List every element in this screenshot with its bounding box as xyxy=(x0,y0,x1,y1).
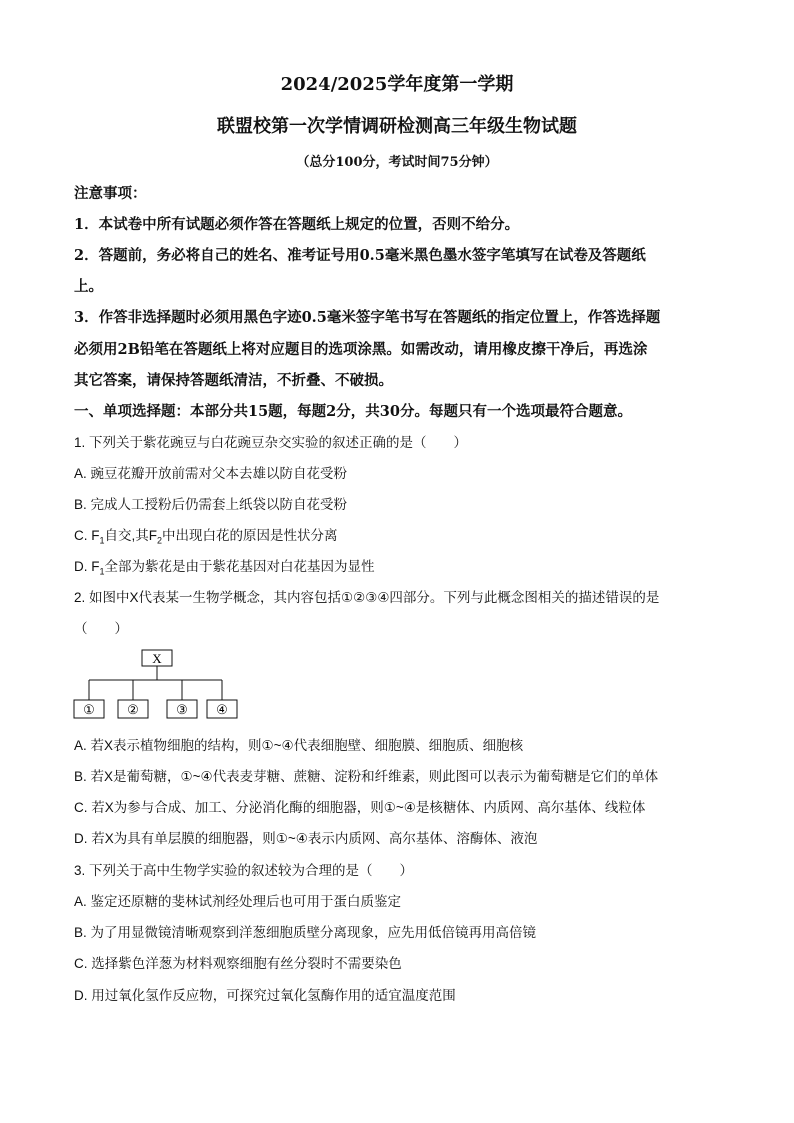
subscript-2: 2 xyxy=(157,535,163,546)
child-label-1: ① xyxy=(83,702,95,717)
child-label-2: ② xyxy=(127,702,139,717)
question-1-option-d xyxy=(74,555,734,577)
concept-diagram-svg xyxy=(72,648,242,722)
exam-subtitle: （总分100分，考试时间75分钟） xyxy=(296,155,498,170)
exam-title-term: 2024/2025学年度第一学期 xyxy=(280,74,514,95)
question-2-option-a: A. 若X表示植物细胞的结构，则①~④代表细胞壁、细胞膜、细胞质、细胞核 xyxy=(74,738,524,753)
notes-item-2-line-1: 2．答题前，务必将自己的姓名、准考证号用0.5毫米黑色墨水签字笔填写在试卷及答题纸 xyxy=(74,247,646,264)
question-1-option-b: B. 完成人工授粉后仍需套上纸袋以防自花受粉 xyxy=(74,497,348,512)
notes-item-3-line-2: 必须用2B铅笔在答题纸上将对应题目的选项涂黑。如需改动，请用橡皮擦干净后，再选涂 xyxy=(74,341,648,358)
concept-diagram xyxy=(72,648,242,722)
notes-heading: 注意事项： xyxy=(74,185,147,202)
question-1-option-c xyxy=(74,524,734,546)
question-2-option-c: C. 若X为参与合成、加工、分泌消化酶的细胞器，则①~④是核糖体、内质网、高尔基体、线粒体 xyxy=(74,800,646,815)
question-2-option-b: B. 若X是葡萄糖，①~④代表麦芽糖、蔗糖、淀粉和纤维素，则此图可以表示为葡萄糖是它们的单体 xyxy=(74,769,659,784)
notes-item-3-line-3: 其它答案，请保持答题纸清洁，不折叠、不破损。 xyxy=(74,372,393,389)
notes-item-1: 1．本试卷中所有试题必须作答在答题纸上规定的位置，否则不给分。 xyxy=(74,216,520,233)
question-2-stem-line-1: 2. 如图中X代表某一生物学概念，其内容包括①②③④四部分。下列与此概念图相关的描述错误的是 xyxy=(74,590,660,605)
exam-title: 联盟校第一次学情调研检测高三年级生物试题 xyxy=(217,116,577,137)
question-3-option-d: D. 用过氧化氢作反应物，可探究过氧化氢酶作用的适宜温度范围 xyxy=(74,988,456,1003)
question-3-option-a: A. 鉴定还原糖的斐林试剂经处理后也可用于蛋白质鉴定 xyxy=(74,894,402,909)
section-1-heading: 一、单项选择题：本部分共15题，每题2分，共30分。每题只有一个选项最符合题意。 xyxy=(74,403,632,420)
option-c-suffix: 中出现白花的原因是性状分离 xyxy=(162,528,338,543)
question-2-stem-line-2: （ ） xyxy=(74,621,128,636)
subscript-1: 1 xyxy=(99,535,105,546)
notes-item-3-line-1: 3．作答非选择题时必须用黑色字迹0.5毫米签字笔书写在答题纸的指定位置上，作答选择题 xyxy=(74,309,661,326)
question-1-option-a: A. 豌豆花瓣开放前需对父本去雄以防自花受粉 xyxy=(74,466,348,481)
option-c-prefix: C. F xyxy=(74,528,100,543)
question-3-stem: 3. 下列关于高中生物学实验的叙述较为合理的是（ ） xyxy=(74,863,414,878)
option-d-suffix: 全部为紫花是由于紫花基因对白花基因为显性 xyxy=(104,559,375,574)
root-label: X xyxy=(152,651,162,666)
option-c-middle: 自交,其F xyxy=(104,528,158,543)
subscript-1: 1 xyxy=(99,566,105,577)
option-d-prefix: D. F xyxy=(74,559,100,574)
notes-item-2-line-2: 上。 xyxy=(74,278,103,295)
child-label-3: ③ xyxy=(176,702,188,717)
question-3-option-c: C. 选择紫色洋葱为材料观察细胞有丝分裂时不需要染色 xyxy=(74,956,402,971)
question-1-stem: 1. 下列关于紫花豌豆与白花豌豆杂交实验的叙述正确的是（ ） xyxy=(74,435,468,450)
question-3-option-b: B. 为了用显微镜清晰观察到洋葱细胞质壁分离现象，应先用低倍镜再用高倍镜 xyxy=(74,925,537,940)
question-2-option-d: D. 若X为具有单层膜的细胞器，则①~④表示内质网、高尔基体、溶酶体、液泡 xyxy=(74,831,538,846)
child-label-4: ④ xyxy=(216,702,228,717)
